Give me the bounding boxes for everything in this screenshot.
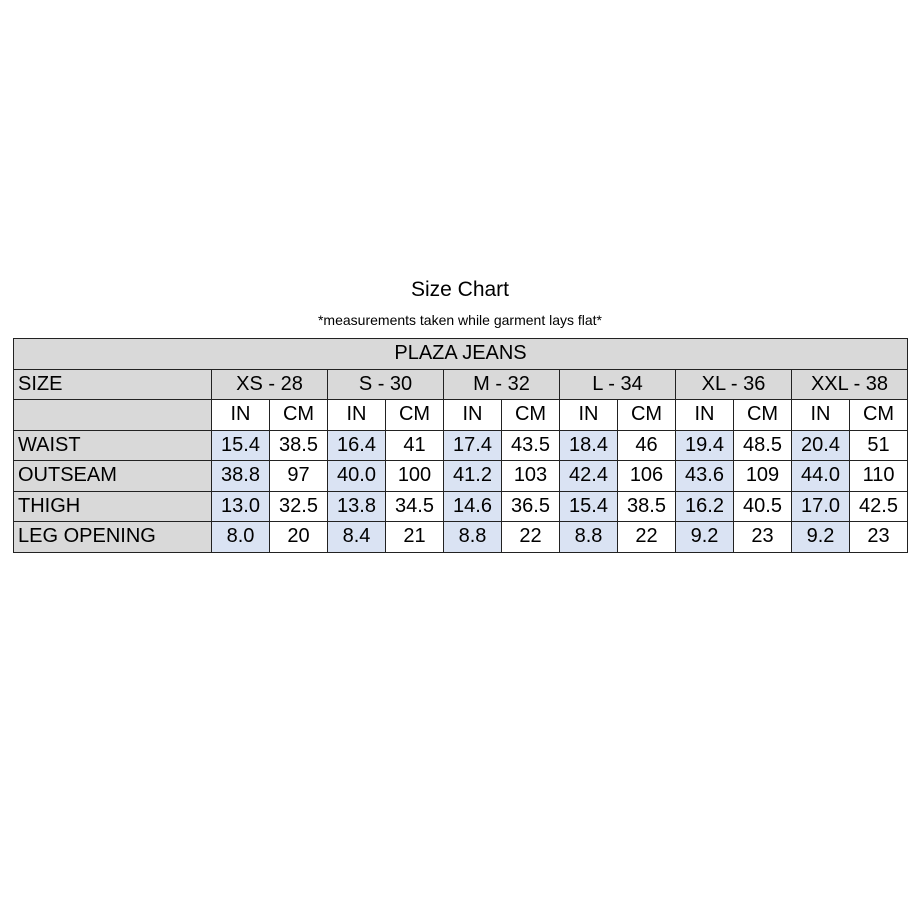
value-cm-cell: 106 (618, 461, 676, 492)
unit-header-in: IN (212, 400, 270, 431)
value-cm-cell: 20 (270, 522, 328, 553)
value-cm-cell: 38.5 (618, 491, 676, 522)
measurement-label: THIGH (14, 491, 212, 522)
value-in-cell: 17.4 (444, 430, 502, 461)
value-in-cell: 15.4 (212, 430, 270, 461)
value-cm-cell: 23 (850, 522, 908, 553)
measurement-row (14, 461, 908, 492)
value-in-cell: 9.2 (792, 522, 850, 553)
unit-header-in: IN (560, 400, 618, 431)
value-in-cell: 40.0 (328, 461, 386, 492)
value-in-cell: 13.0 (212, 491, 270, 522)
measurement-row (14, 491, 908, 522)
unit-header-cm: CM (386, 400, 444, 431)
value-cm-cell: 46 (618, 430, 676, 461)
value-in-cell: 15.4 (560, 491, 618, 522)
value-cm-cell: 21 (386, 522, 444, 553)
value-in-cell: 16.2 (676, 491, 734, 522)
value-cm-cell: 110 (850, 461, 908, 492)
value-in-cell: 16.4 (328, 430, 386, 461)
size-header-row (14, 369, 908, 400)
measurement-row (14, 430, 908, 461)
value-cm-cell: 36.5 (502, 491, 560, 522)
value-in-cell: 41.2 (444, 461, 502, 492)
chart-title: Size Chart (410, 278, 510, 301)
value-in-cell: 8.0 (212, 522, 270, 553)
value-cm-cell: 23 (734, 522, 792, 553)
unit-header-in: IN (328, 400, 386, 431)
measurement-label: OUTSEAM (14, 461, 212, 492)
value-in-cell: 44.0 (792, 461, 850, 492)
value-in-cell: 9.2 (676, 522, 734, 553)
size-chart-table (13, 338, 908, 553)
value-in-cell: 14.6 (444, 491, 502, 522)
value-in-cell: 17.0 (792, 491, 850, 522)
size-header: XXL - 38 (792, 369, 908, 400)
size-header: XL - 36 (676, 369, 792, 400)
unit-header-in: IN (676, 400, 734, 431)
value-in-cell: 8.8 (444, 522, 502, 553)
measurement-label: LEG OPENING (14, 522, 212, 553)
value-cm-cell: 100 (386, 461, 444, 492)
value-in-cell: 8.4 (328, 522, 386, 553)
value-cm-cell: 34.5 (386, 491, 444, 522)
value-in-cell: 42.4 (560, 461, 618, 492)
unit-header-cm: CM (850, 400, 908, 431)
value-cm-cell: 22 (502, 522, 560, 553)
chart-subtitle: *measurements taken while garment lays flat* (317, 312, 603, 328)
value-cm-cell: 97 (270, 461, 328, 492)
value-cm-cell: 109 (734, 461, 792, 492)
size-header: XS - 28 (212, 369, 328, 400)
unit-header-in: IN (792, 400, 850, 431)
unit-header-blank (14, 400, 212, 431)
value-in-cell: 8.8 (560, 522, 618, 553)
value-in-cell: 19.4 (676, 430, 734, 461)
value-cm-cell: 51 (850, 430, 908, 461)
value-cm-cell: 103 (502, 461, 560, 492)
unit-header-in: IN (444, 400, 502, 431)
value-cm-cell: 48.5 (734, 430, 792, 461)
measurement-row (14, 522, 908, 553)
unit-header-cm: CM (270, 400, 328, 431)
unit-header-cm: CM (734, 400, 792, 431)
product-row (14, 339, 908, 370)
value-cm-cell: 42.5 (850, 491, 908, 522)
value-cm-cell: 22 (618, 522, 676, 553)
value-in-cell: 43.6 (676, 461, 734, 492)
size-header: M - 32 (444, 369, 560, 400)
value-cm-cell: 40.5 (734, 491, 792, 522)
size-label: SIZE (14, 369, 212, 400)
unit-header-cm: CM (618, 400, 676, 431)
size-header: L - 34 (560, 369, 676, 400)
unit-header-row (14, 400, 908, 431)
value-in-cell: 18.4 (560, 430, 618, 461)
value-cm-cell: 32.5 (270, 491, 328, 522)
value-cm-cell: 41 (386, 430, 444, 461)
size-header: S - 30 (328, 369, 444, 400)
value-cm-cell: 38.5 (270, 430, 328, 461)
value-in-cell: 13.8 (328, 491, 386, 522)
value-in-cell: 20.4 (792, 430, 850, 461)
measurement-label: WAIST (14, 430, 212, 461)
product-name: PLAZA JEANS (14, 339, 908, 370)
value-cm-cell: 43.5 (502, 430, 560, 461)
value-in-cell: 38.8 (212, 461, 270, 492)
unit-header-cm: CM (502, 400, 560, 431)
